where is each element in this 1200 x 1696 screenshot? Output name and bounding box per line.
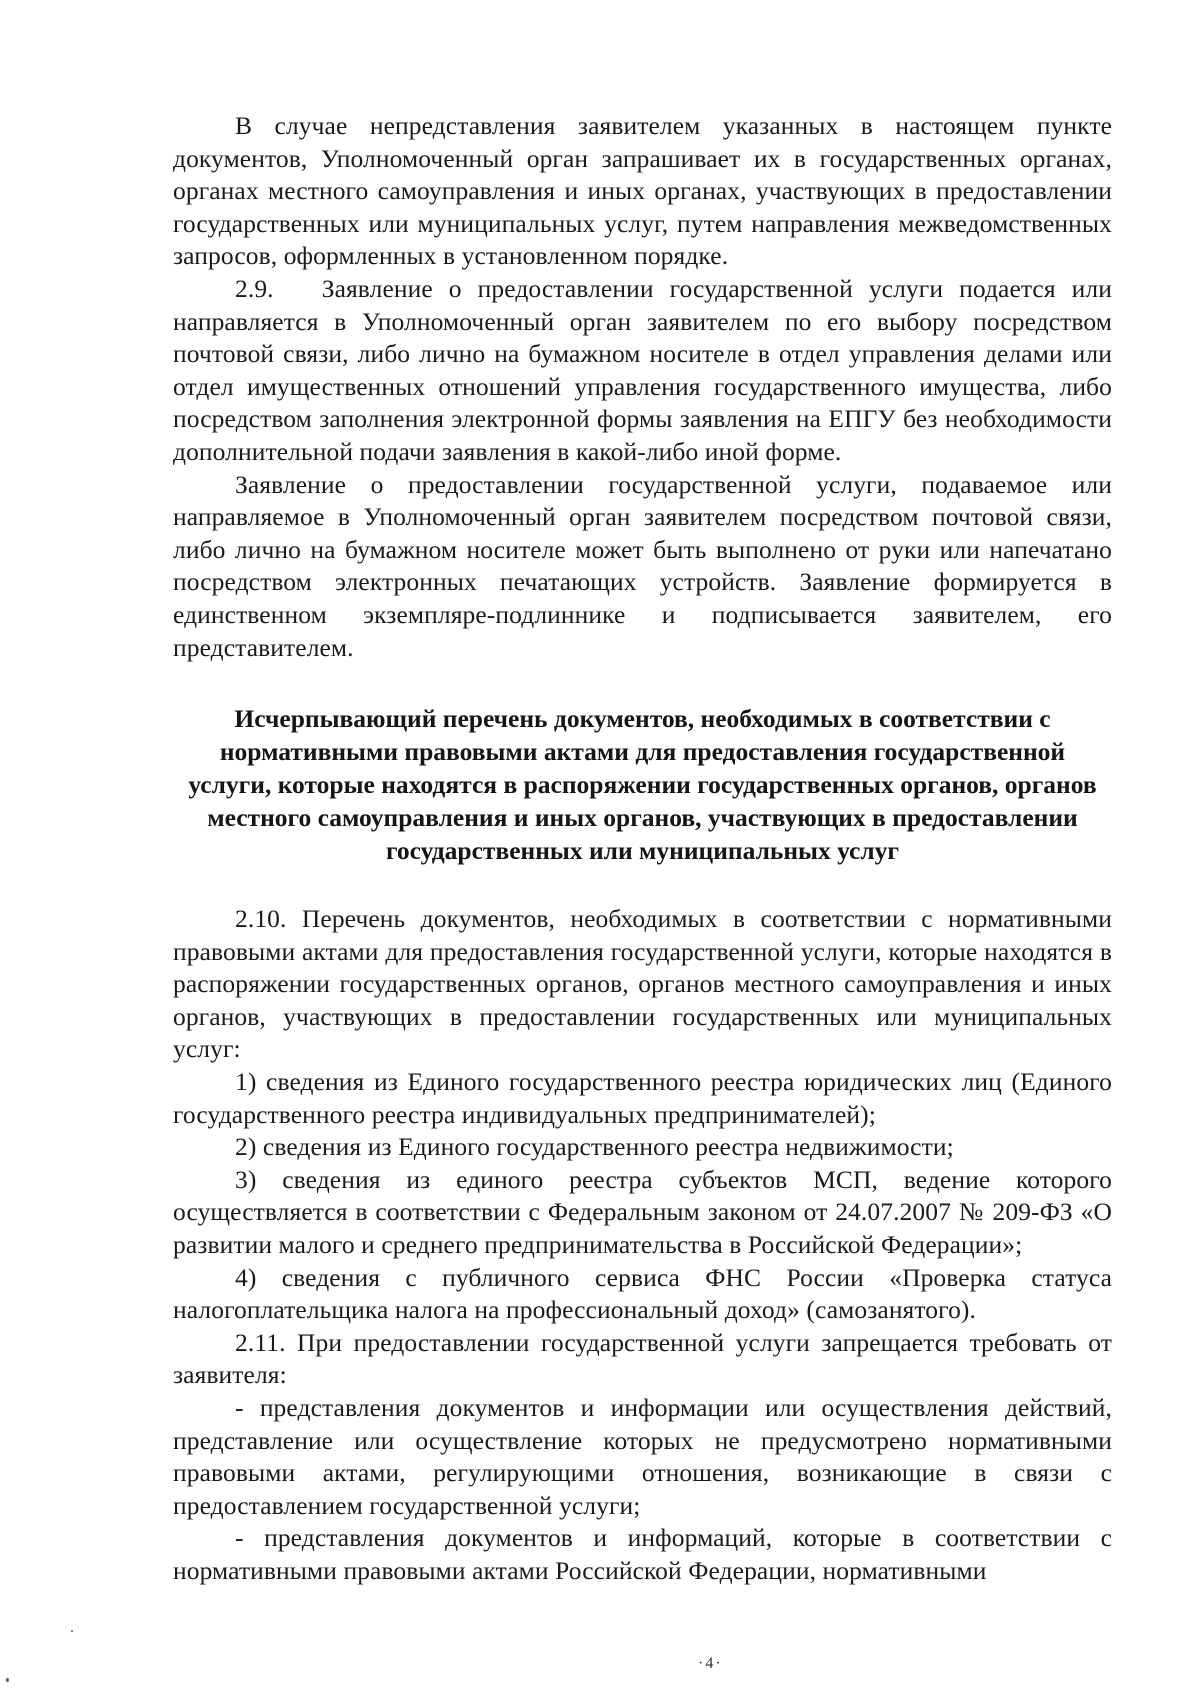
paragraph-nonsubmission: В случае непредставления заявителем указанных в настоящем пункте документов, Уполномоченный орган запрашивает их в государственных органах, органах местного самоуправления и иных органах, участвующих в предоставлении государственных или муниципальных услуг, путем направления межведомственных запросов, оформленных в установленном порядке. bbox=[173, 111, 1112, 271]
section-heading: Исчерпывающий перечень документов, необходимых в соответствии с нормативными правовыми актами для предоставления государственной услуги, которые находятся в распоряжении государственных органов, органов местного самоуправления и иных органов, участвующих в предоставлении государственных или муниципальных услуг bbox=[188, 704, 1097, 866]
scan-artifact-dot bbox=[6, 1678, 9, 1682]
paragraph-2-11: 2.11. При предоставлении государственной услуги запрещается требовать от заявителя: bbox=[173, 1327, 1112, 1390]
paragraph-application-form: Заявление о предоставлении государственной услуги, подаваемое или направляемое в Уполномоченный орган заявителем посредством почтовой связи, либо лично на бумажном носителе может быть выполнено от руки или напечатано посредством электронных печатающих устройств. Заявление формируется в единственном экземпляре-подлиннике и подписывается заявителем, его представителем. bbox=[173, 469, 1112, 662]
prohibition-item-2: - представления документов и информаций, которые в соответствии с нормативными правовыми актами Российской Федерации, нормативными bbox=[173, 1523, 1112, 1585]
prohibition-item-1: - представления документов и информации или осуществления действий, представление или осуществление которых не предусмотрено нормативными правовыми актами, регулирующими отношения, возникающие в связи с предоставлением государственной услуги; bbox=[173, 1393, 1112, 1520]
paragraph-2-10: 2.10. Перечень документов, необходимых в соответствии с нормативными правовыми актами для предоставления государственной услуги, которые находятся в распоряжении государственных органов, органов местного самоуправления и иных органов, участвующих в предоставлении государственных или муниципальных услуг: bbox=[173, 904, 1112, 1064]
scan-artifact-dot bbox=[71, 1630, 73, 1632]
list-item-2: 2) сведения из Единого государственного реестра недвижимости; bbox=[235, 1132, 954, 1162]
paragraph-2-9: 2.9. Заявление о предоставлении государственной услуги подается или направляется в Уполномоченный орган заявителем по его выбору посредством почтовой связи, либо лично на бумажном носителе в отдел управления делами или отдел имущественных отношений управления государственного имущества, либо посредством заполнения электронной формы заявления на ЕПГУ без необходимости дополнительной подачи заявления в какой-либо иной форме. bbox=[173, 273, 1119, 466]
page-number: ·4· bbox=[698, 1655, 723, 1672]
list-item-3: 3) сведения из единого реестра субъектов МСП, ведение которого осуществляется в соответствии с Федеральным законом от 24.07.2007 № 209-ФЗ «О развитии малого и среднего предпринимательства в Российской Федерации»; bbox=[173, 1164, 1112, 1260]
list-item-1: 1) сведения из Единого государственного реестра юридических лиц (Единого государственного реестра индивидуальных предпринимателей); bbox=[173, 1067, 1112, 1129]
list-item-4: 4) сведения с публичного сервиса ФНС России «Проверка статуса налогоплательщика налога на профессиональный доход» (самозанятого). bbox=[173, 1262, 1112, 1325]
